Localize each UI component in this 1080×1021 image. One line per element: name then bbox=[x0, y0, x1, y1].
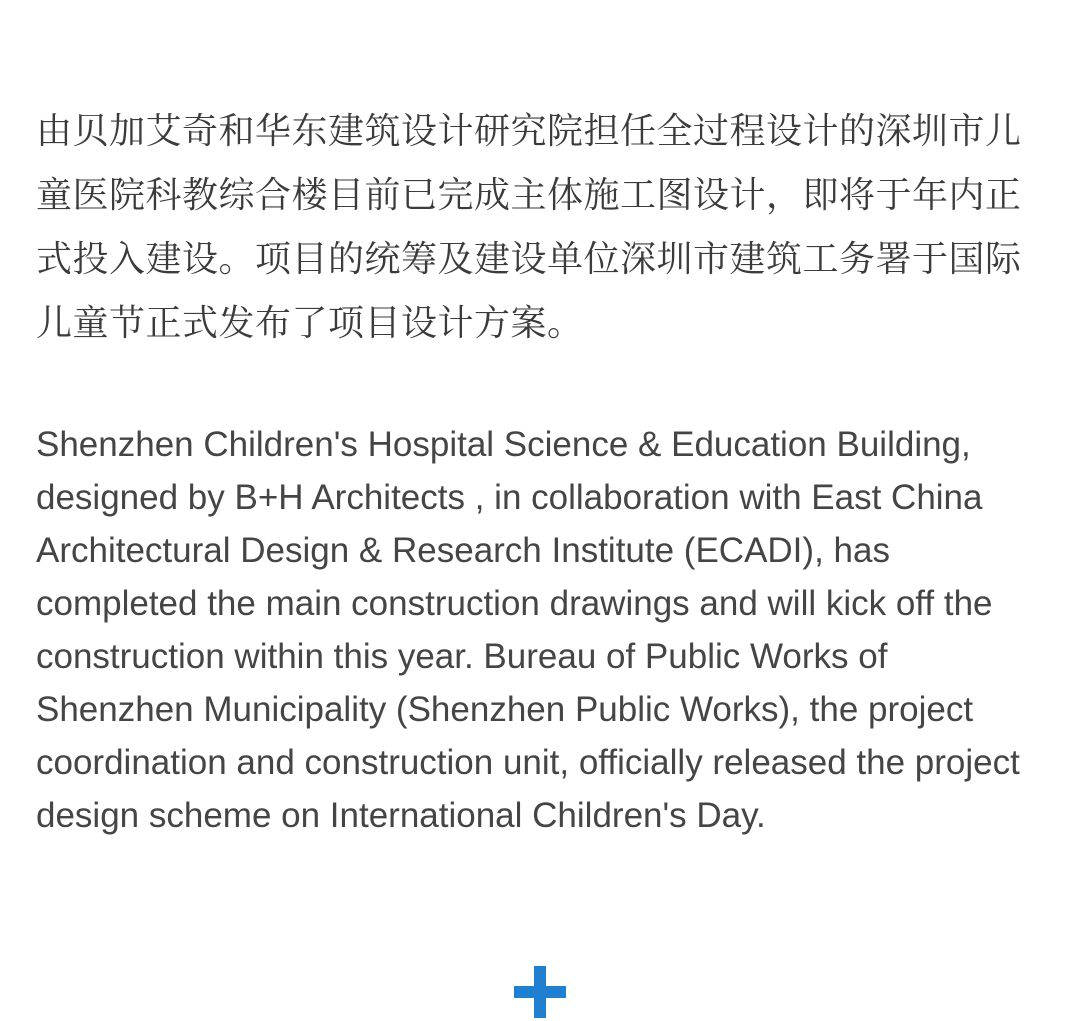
article-body bbox=[36, 100, 1048, 842]
paragraph-chinese: 由贝加艾奇和华东建筑设计研究院担任全过程设计的深圳市儿童医院科教综合楼目前已完成主体施工图设计，即将于年内正式投入建设。项目的统筹及建设单位深圳市建筑工务署于国际儿童节正式发布了项目设计方案。 bbox=[36, 111, 1022, 344]
plus-icon[interactable] bbox=[514, 966, 566, 1018]
plus-icon-vertical-bar bbox=[534, 966, 546, 1018]
paragraph-english: Shenzhen Children's Hospital Science & Education Building, designed by B+H Architects , in collaboration with East China Architectural Design & Research Institute (ECADI), has completed the main construction drawings and will kick off the construction within this year. Bureau of Public Works of Shenzhen Municipality (Shenzhen Public Works), the project coordination and construction unit, officially released the project design scheme on International Children's Day. bbox=[36, 425, 1020, 835]
